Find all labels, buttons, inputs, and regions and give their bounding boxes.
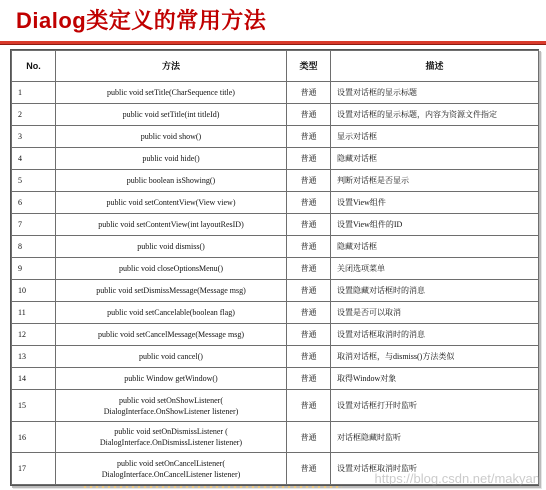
table-row: [12, 82, 539, 104]
cell-desc: 显示对话框: [331, 126, 539, 148]
header-method: 方法: [56, 51, 287, 82]
cell-type: 普通: [287, 192, 331, 214]
cell-desc: 设置对话框的显示标题，内容为资源文件指定: [331, 104, 539, 126]
method-line: public void setContentView(View view): [106, 198, 236, 208]
cell-method: [56, 82, 287, 104]
cell-method: [56, 192, 287, 214]
table-row: [12, 148, 539, 170]
page-title: Dialog类定义的常用方法: [16, 8, 267, 33]
cell-no: 8: [12, 236, 56, 258]
method-line: public void setContentView(int layoutResID): [98, 220, 244, 230]
method-line: DialogInterface.OnCancelListener listener): [101, 469, 241, 479]
cell-desc: 隐藏对话框: [331, 148, 539, 170]
cell-no: 4: [12, 148, 56, 170]
cell-no: 9: [12, 258, 56, 280]
cell-method: [56, 302, 287, 324]
cell-no: 1: [12, 82, 56, 104]
title-divider: [0, 41, 546, 45]
cell-method: [56, 214, 287, 236]
cell-desc: 设置对话框的显示标题: [331, 82, 539, 104]
cell-no: 6: [12, 192, 56, 214]
table-row: [12, 324, 539, 346]
cell-desc: 设置对话框取消时监听: [331, 453, 539, 485]
method-line: DialogInterface.OnDismissListener listener): [99, 438, 243, 448]
method-line: public void setOnCancelListener(: [117, 458, 225, 468]
cell-method: [56, 421, 287, 452]
cell-type: 普通: [287, 214, 331, 236]
cell-type: 普通: [287, 324, 331, 346]
method-line: public void hide(): [142, 154, 200, 164]
cell-method: [56, 236, 287, 258]
cell-type: 普通: [287, 280, 331, 302]
cell-no: 13: [12, 346, 56, 368]
cell-type: 普通: [287, 170, 331, 192]
cell-type: 普通: [287, 104, 331, 126]
method-line: public void setCancelMessage(Message msg): [98, 330, 244, 340]
cell-method: [56, 104, 287, 126]
decorative-dots: [82, 486, 342, 488]
method-line: public void cancel(): [139, 352, 203, 362]
cell-desc: 设置是否可以取消: [331, 302, 539, 324]
cell-no: 2: [12, 104, 56, 126]
cell-method: [56, 453, 287, 485]
cell-type: 普通: [287, 126, 331, 148]
header-type: 类型: [287, 51, 331, 82]
table-row: [12, 421, 539, 452]
cell-desc: 对话框隐藏时监听: [331, 421, 539, 452]
table-row: [12, 302, 539, 324]
cell-desc: 设置隐藏对话框时的消息: [331, 280, 539, 302]
table-row: [12, 346, 539, 368]
method-line: public void setOnShowListener(: [119, 395, 223, 405]
table-row: [12, 170, 539, 192]
cell-no: 14: [12, 368, 56, 390]
cell-type: 普通: [287, 82, 331, 104]
table-row: [12, 126, 539, 148]
method-line: DialogInterface.OnShowListener listener): [103, 406, 239, 416]
cell-type: 普通: [287, 258, 331, 280]
method-line: public void setCancelable(boolean flag): [107, 308, 235, 318]
table-row: [12, 368, 539, 390]
table-row: [12, 236, 539, 258]
cell-desc: 取消对话框，与dismiss()方法类似: [331, 346, 539, 368]
method-line: public void dismiss(): [137, 242, 205, 252]
cell-no: 11: [12, 302, 56, 324]
table-body: [12, 82, 539, 485]
cell-no: 10: [12, 280, 56, 302]
cell-method: [56, 324, 287, 346]
cell-no: 3: [12, 126, 56, 148]
cell-desc: 判断对话框是否显示: [331, 170, 539, 192]
cell-method: [56, 280, 287, 302]
methods-table-container: [10, 49, 539, 486]
cell-no: 16: [12, 421, 56, 452]
watermark: https://blog.csdn.net/makyan: [374, 471, 540, 486]
table-row: [12, 280, 539, 302]
cell-type: 普通: [287, 368, 331, 390]
cell-desc: 设置View组件的ID: [331, 214, 539, 236]
cell-no: 5: [12, 170, 56, 192]
cell-desc: 关闭选项菜单: [331, 258, 539, 280]
cell-method: [56, 346, 287, 368]
cell-method: [56, 368, 287, 390]
table-row: [12, 390, 539, 421]
method-line: public void show(): [140, 132, 202, 142]
cell-desc: 设置对话框打开时监听: [331, 390, 539, 421]
header-no: No.: [12, 51, 56, 82]
cell-desc: 设置View组件: [331, 192, 539, 214]
cell-desc: 设置对话框取消时的消息: [331, 324, 539, 346]
cell-method: [56, 390, 287, 421]
table-row: [12, 104, 539, 126]
cell-method: [56, 148, 287, 170]
cell-type: 普通: [287, 346, 331, 368]
cell-type: 普通: [287, 390, 331, 421]
cell-method: [56, 126, 287, 148]
cell-no: 15: [12, 390, 56, 421]
table-row: [12, 214, 539, 236]
cell-type: 普通: [287, 148, 331, 170]
method-line: public void setDismissMessage(Message msg): [96, 286, 246, 296]
cell-type: 普通: [287, 236, 331, 258]
cell-type: 普通: [287, 453, 331, 485]
header-desc: 描述: [331, 51, 539, 82]
cell-type: 普通: [287, 302, 331, 324]
cell-no: 17: [12, 453, 56, 485]
cell-no: 7: [12, 214, 56, 236]
cell-no: 12: [12, 324, 56, 346]
method-line: public void setOnDismissListener (: [114, 427, 228, 437]
cell-desc: 取得Window对象: [331, 368, 539, 390]
method-line: public void setTitle(CharSequence title): [107, 88, 235, 98]
method-line: public Window getWindow(): [124, 374, 218, 384]
cell-desc: 隐藏对话框: [331, 236, 539, 258]
table-row: [12, 192, 539, 214]
cell-method: [56, 170, 287, 192]
method-line: public void setTitle(int titleId): [122, 110, 220, 120]
method-line: public boolean isShowing(): [126, 176, 216, 186]
methods-table: [11, 50, 539, 485]
table-row: [12, 258, 539, 280]
method-line: public void closeOptionsMenu(): [119, 264, 223, 274]
table-header-row: [12, 51, 539, 82]
cell-type: 普通: [287, 421, 331, 452]
cell-method: [56, 258, 287, 280]
